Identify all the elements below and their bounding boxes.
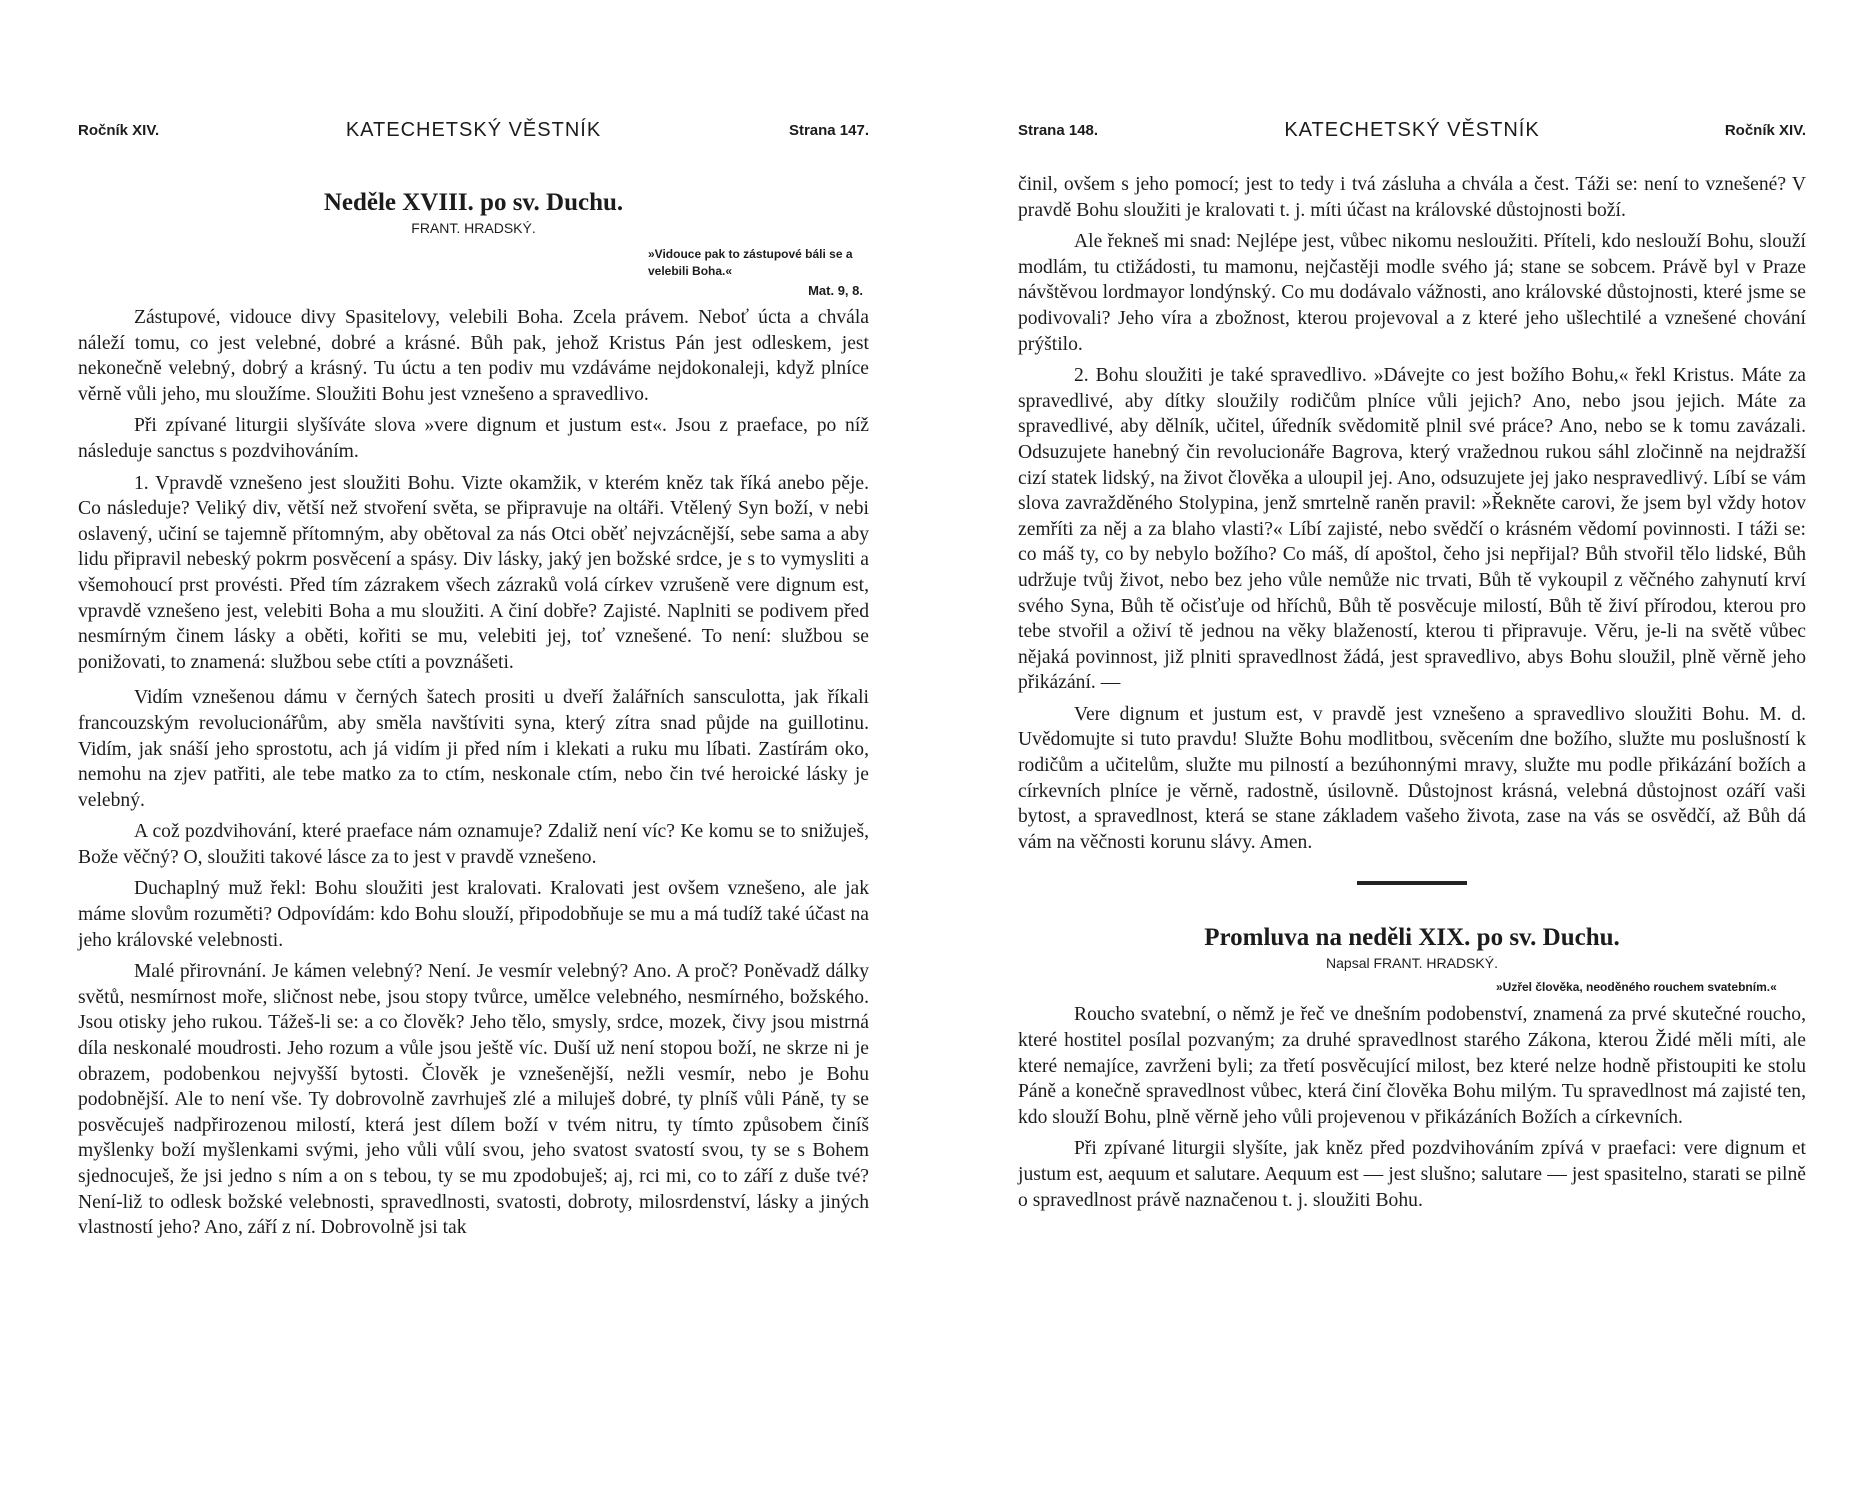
journal-title: KATECHETSKÝ VĚSTNÍK [345,119,602,141]
article-author: FRANT. HRADSKÝ. [411,220,536,236]
article-title: Promluva na neděli XIX. po sv. Duchu. [1204,924,1620,952]
volume-label: Ročník XIV. [78,122,160,139]
section-divider [1357,881,1467,885]
page-number: Strana 148. [1018,122,1099,139]
paragraph: Ale řekneš mi snad: Nejlépe jest, vůbec nikomu nesloužiti. Příteli, kdo neslouží Bohu, slouží modlám, tu ctižádosti, tu mamonu, nejčastěji modle svého já; stane se sobcem. Právě byl v Praze návštěvou lordmayor londýnský. Co mu dodávalo vážnosti, ano královské důstojnosti, které jsme se podivovali? Jeho víra a zbožnost, kterou projevoval a z které jeho ušlechtilé a vznešené chování prýštilo. [1018,231,1806,355]
article-title: Neděle XVIII. po sv. Duchu. [323,189,624,216]
paragraph: Vidím vznešenou dámu v černých šatech prositi u dveří žalářních sansculotta, jak říkali francouzským revolucionářům, aby směla navštíviti syna, který zítra snad půjde na guillotinu. Vidím, jak snáší jeho sprostotu, ach já vidím ji před ním i klekati a ruku mu líbati. Zastírám oko, nemohu na zjev patřiti, ale tebe matko za to ctím, neskonale ctím, nebo čin tvé heroické lásky je velebný. [78,687,869,811]
left-page [78,0,869,1500]
running-header [78,119,869,148]
paragraph: Duchaplný muž řekl: Bohu sloužiti jest kralovati. Kralovati jest ovšem vznešeno, ale jak máme slovům rozuměti? Odpovídám: kdo Bohu slouží, připodobňuje se mu a má tudíž také účast na jeho královské velebnosti. [78,878,869,951]
paragraph: Při zpívané liturgii slyšíváte slova »vere dignum et justum est«. Jsou z praeface, po níž následuje sanctus s pozdvihováním. [78,415,869,462]
paragraph: Roucho svatební, o němž je řeč ve dnešním podobenství, znamená za prvé skutečné roucho, které hostitel posílal pozvaným; za druhé spravedlnost starého Zákona, kterou Židé měli míti, ale které nemajíce, zavrženi byli; za třetí posvěcující milost, bez které nelze hodně přistoupiti ke stolu Páně a konečně spravedlnost vůbec, která činí člověka Bohu milým. Tu spravedlnost má zajisté ten, kdo slouží Bohu, plně věrně jeho vůli projevenou v přikázáních Božích a církevních. [1018,1004,1806,1128]
epigraph-text: »Uzřel člověka, neoděného rouchem svatebním.« [1496,980,1777,995]
volume-label: Ročník XIV. [1724,122,1806,139]
paragraph: Vere dignum et justum est, v pravdě jest vznešeno a spravedlivo sloužiti Bohu. M. d. Uvědomujte si tuto pravdu! Služte Bohu modlitbou, svěcením dne božího, služte mu poslušností k rodičům a učitelům, služte mu pilností a bezúhonnými mravy, služte mu podle přikázání božích a církevních plníce je věrně, radostně, úsilovně. Důstojnost krásná, velebná důstojnost ozáří vaši bytost, a spravedlnost, která se stane základem vašeho života, zase na vás se osvědčí, až Bůh dá vám na věčnosti korunu slávy. Amen. [1018,703,1806,853]
paragraph: Malé přirovnání. Je kámen velebný? Není. Je vesmír velebný? Ano. A proč? Poněvadž dálky světů, nesmírnost moře, sličnost nebe, jsou stopy tvůrce, umělce velebného, nesmírného, božského. Jsou otisky jeho rukou. Tážeš-li se: a co člověk? Jeho tělo, smysly, srdce, mozek, čivy jsou mistrná díla neskonalé moudrosti. Jeho rozum a vůle jsou ještě víc. Duší už není stopou boží, ne skrze ni je obrazem, podobenkou nejvyšší bytosti. Člověk je vznešenější, nežli vesmír, nebo je Bohu podobnější. Ale to není vše. Ty dobrovolně zavrhuješ zlé a miluješ dobré, ty plníš vůli Páně, ty se posvěcuješ nadpřirozenou milostí, která jest dílem boží v tvém nitru, ty tímto způsobem činíš myšlenky boží myšlenkami svými, jeho vůli vůlí svou, jeho svatost svatostí svou, ty se s Bohem sjednocuješ, že jsi jedno s ním a on s tebou, ty se mu zpodobuješ; aj, rci mi, co to září z duše tvé? Není-liž to odlesk božské velebnosti, spravedlnosti, svatosti, dobroty, milosrdenství, lásky a jiných vlastností jeho? Ano, září z ní. Dobrovolně jsi tak [78,961,869,1239]
paragraph: Zástupové, vidouce divy Spasitelovy, velebili Boha. Zcela právem. Neboť úcta a chvála náleží tomu, co jest velebné, dobré a krásné. Bůh pak, jehož Kristus Pán jest odleskem, jest nekonečně velebný, dobrý a krásný. Tu úctu a ten podiv mu vzdáváme nejdokonaleji, když plníce věrně vůli jeho, mu sloužíme. Sloužiti Bohu jest vznešeno a spravedlivo. [78,307,869,405]
paragraph: činil, ovšem s jeho pomocí; jest to tedy i tvá zásluha a chvála a čest. Táži se: není to vznešené? V pravdě Bohu sloužiti je kralovati t. j. míti účast na královské důstojnosti boží. [1018,174,1806,221]
epigraph-text: »Vidouce pak to zástupové báli se a velebili Boha.« [648,247,853,278]
page-number: Strana 147. [788,122,869,139]
article-body [1018,172,1806,1213]
paragraph: A což pozdvihování, které praeface nám oznamuje? Zdaliž není víc? Ke komu se to snižuješ, Bože věčný? O, sloužiti takové lásce za to jest v pravdě vznešeno. [78,821,869,868]
article-author: Napsal FRANT. HRADSKÝ. [1326,955,1498,972]
right-page [1018,0,1806,1500]
paragraph: Při zpívané liturgii slyšíte, jak kněz před pozdvihováním zpívá v praefaci: vere dignum et justum est, aequum et salutare. Aequum est — jest slušno; salutare — jest spasitelno, starati se pilně o spravedlnost právě naznačenou t. j. sloužiti Bohu. [1018,1138,1806,1211]
article-body [78,188,869,1241]
paragraph: 1. Vpravdě vznešeno jest sloužiti Bohu. Vizte okamžik, v kterém kněz tak říká anebo pěje. Co následuje? Veliký div, větší než stvoření světa, se připravuje na oltáři. Vtělený Syn boží, v nebi oslavený, učiní se tajemně přítomným, aby obětoval za nás Otci oběť nejvzácnější, sebe sama a aby lidu připravil nebeský pokrm posvěcení a spásy. Div lásky, jaký jen božské srdce, je s to vymysliti a všemohoucí prst provésti. Před tím zázrakem všech zázraků volá církev vzrušeně vere dignum est, vpravdě vznešeno jest, velebiti Boha a mu sloužiti. A činí dobře? Zajisté. Naplniti se podivem před nesmírným činem lásky a oběti, kořiti se mu, velebiti jej, toť vznešené. To není: službou se ponižovati, to znamená: službou sebe ctíti a povznášeti. [78,472,869,673]
epigraph [648,246,863,299]
running-header [1018,119,1806,148]
epigraph-reference: Mat. 9, 8. [808,283,863,298]
paragraph: 2. Bohu sloužiti je také spravedlivo. »Dávejte co jest božího Bohu,« řekl Kristus. Máte za spravedlivé, aby dítky sloužily rodičům plníce vůli jejich? Ano, nebo jsou jejich. Máte za spravedlivé, aby dělník, učitel, úředník svědomitě plnil své práce? Ano, nebo se k tomu zavázali. Odsuzujete hanebný čin revolucionáře Bagrova, který vražednou rukou sáhl zločinně na nejdražší cizí statek lidský, na život člověka a uloupil jej. Ano, odsuzujete jej jako nespravedlivý. Líbí se vám slova zavražděného Stolypina, jenž smrtelně raněn pravil: »Řekněte carovi, že jsem byl vždy hotov zemříti za něj a za blaho vlasti?« Líbí zajisté, nebo svědčí o krásném vědomí povinnosti. I táži se: co máš ty, co by nebylo božího? Co máš, dí apoštol, čeho jsi nepřijal? Bůh stvořil tělo lidské, Bůh udržuje tvůj život, nebo bez jeho vůle nemůže nic trvati, Bůh tě vykoupil z věčného zahynutí krví svého Syna, Bůh tě očisťuje od hříchů, Bůh tě posvěcuje milostí, Bůh tě živí přírodou, kterou pro tebe stvořil a oživí tě jednou na věky blažeností, kterou ti připravuje. Věru, je-li na světě vůbec nějaká povinnost, již plniti spravedlnost žádá, jest spravedlivo, abys Bohu sloužil, plně věrně jeho přikázání. — [1018,365,1806,694]
epigraph [1496,979,1796,996]
journal-title: KATECHETSKÝ VĚSTNÍK [1284,119,1540,141]
